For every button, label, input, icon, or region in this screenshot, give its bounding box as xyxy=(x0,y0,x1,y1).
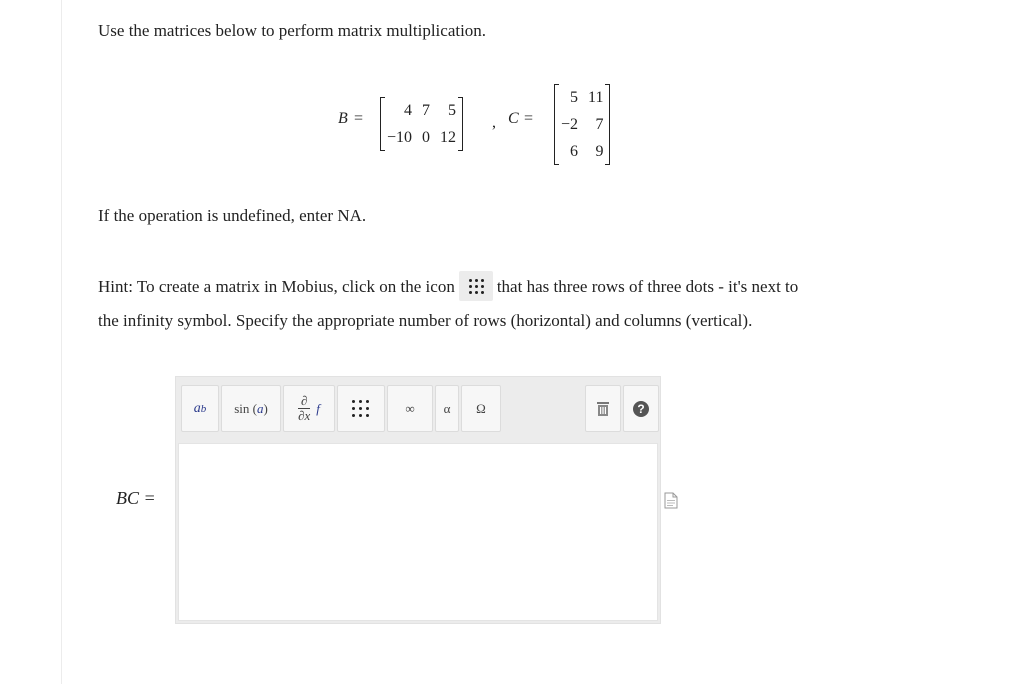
omega-symbol: Ω xyxy=(476,400,486,416)
greek-alpha-button[interactable] xyxy=(435,385,459,432)
matrix-b-equals: = xyxy=(354,110,364,127)
matrix-b-cell: 5 xyxy=(448,102,457,119)
matrix-c-cell: 5 xyxy=(570,89,579,106)
sin-label: sin xyxy=(234,400,250,416)
matrix-b-cell: −10 xyxy=(387,129,413,146)
hint-text xyxy=(98,270,898,338)
file-icon[interactable] xyxy=(664,492,678,509)
question-intro: Use the matrices below to perform matrix multiplication. xyxy=(98,21,487,40)
power-button[interactable] xyxy=(181,385,219,432)
power-base: a xyxy=(193,400,201,416)
matrix-b xyxy=(380,97,463,151)
matrix-b-cell: 12 xyxy=(440,129,457,146)
clear-button[interactable] xyxy=(585,385,621,432)
help-icon: ? xyxy=(633,401,649,417)
alpha-symbol: α xyxy=(443,400,451,416)
sin-button[interactable]: sin ( a ) xyxy=(221,385,281,432)
matrix-c-equals: = xyxy=(524,110,534,127)
answer-label-text: BC = xyxy=(116,488,156,508)
matrix-c xyxy=(554,84,610,165)
matrix-c-cell: 11 xyxy=(588,89,604,106)
matrix-c-name: C xyxy=(508,110,519,127)
answer-input[interactable] xyxy=(178,443,658,621)
derivative-button[interactable] xyxy=(283,385,335,432)
matrix-c-cell: 6 xyxy=(570,143,579,160)
matrix-b-cell: 0 xyxy=(422,129,431,146)
matrix-b-cell: 4 xyxy=(404,102,413,119)
trash-icon xyxy=(596,401,610,417)
matrix-c-cell: 7 xyxy=(595,116,604,133)
sin-argument: a xyxy=(256,400,264,416)
matrix-b-cell: 7 xyxy=(422,102,431,119)
power-exponent: b xyxy=(200,402,207,415)
math-editor xyxy=(175,376,661,624)
page-left-border xyxy=(61,0,62,684)
matrix-c-cell: 9 xyxy=(595,143,604,160)
hint-part-3: the infinity symbol. Specify the appropriate number of rows (horizontal) and columns (vertical). xyxy=(98,311,753,330)
matrix-dots-icon xyxy=(352,400,370,418)
matrix-button[interactable] xyxy=(337,385,385,432)
derivative-function: f xyxy=(316,400,320,416)
matrix-b-name: B xyxy=(338,110,348,127)
infinity-button[interactable] xyxy=(387,385,433,432)
hint-part-1: Hint: To create a matrix in Mobius, click on the icon xyxy=(98,277,455,296)
matrix-c-cell: −2 xyxy=(561,116,579,133)
matrix-equation xyxy=(338,84,638,164)
derivative-denominator: ∂x xyxy=(298,408,311,423)
matrix-separator: , xyxy=(492,114,496,131)
matrix-dots-icon xyxy=(459,271,493,301)
greek-omega-button[interactable] xyxy=(461,385,501,432)
undefined-note: If the operation is undefined, enter NA. xyxy=(98,206,367,225)
editor-toolbar xyxy=(181,385,655,431)
hint-part-2: that has three rows of three dots - it's next to xyxy=(496,277,799,296)
answer-label xyxy=(116,488,156,509)
infinity-symbol: ∞ xyxy=(405,400,415,416)
derivative-numerator: ∂ xyxy=(300,393,308,408)
help-button[interactable] xyxy=(623,385,659,432)
